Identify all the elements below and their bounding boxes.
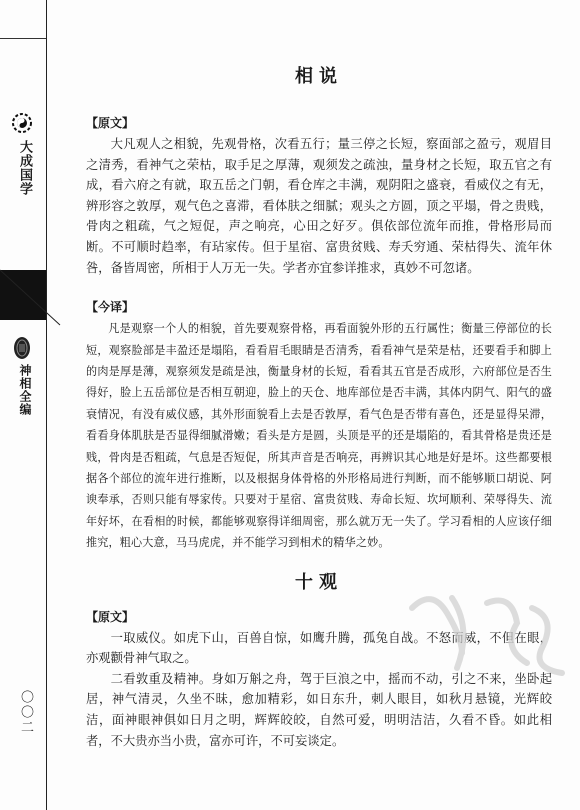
seal-emblem-icon [12, 335, 32, 361]
section-title-xiangshuo: 相说 [295, 66, 343, 87]
translation-paragraph: 凡是观察一个人的相貌，首先要观察骨格，再看面貌外形的五行属性；衡量三停部位的长短，观察脸部是丰盈还是塌陷，看看眉毛眼睛是否清秀，看看神气是荣是枯，还要看手和脚上的肉是厚是薄，观察须发是疏是浊，衡量身材的长短，看看其五官是否成形，六府部位是否生得好，脸上五岳部位是否相互朝迎，脸上的天仓、地库部位是否丰满，其体内阴气、阳气的盛衰情况，有没有威仪感，其外形面貌看上去是否敦厚，看气色是否带有喜色，还是显得呆滞，看看身体肌肤是否显得细腻滑嫩；看头是方是圆，头顶是平的还是塌陷的，看其骨格是贵还是贱，骨肉是否粗疏，气息是否短促，所其声音是否响亮，再辨识其心地是好是坏。这些都要根据各个部位的流年进行推断，以及根据身体骨格的外形格局进行判断，而不能够顺口胡说、阿谀奉承，否则只能有辱家传。只要对于星宿、富贵贫贱、寿命长短、坎坷顺利、荣辱得失、流年好坏，在看相的时候，都能够观察得详细周密，那么就万无一失了。学习看相的人应该仔细推究，粗心大意，马马虎虎，并不能学习到相术的精华之妙。 [86, 322, 552, 550]
page-number: 〇〇二 [18, 690, 33, 735]
sidebar-top-rule [0, 38, 46, 39]
translation-label: 【今译】 [86, 300, 135, 315]
original-text-label: 【原文】 [86, 116, 135, 130]
section-shiguan [86, 568, 552, 752]
original-paragraph-1: 一取威仪。如虎下山，百兽自惊，如鹰升腾，孤兔自战。不怒而威，不但在眼，亦观颧骨神气取之。 [86, 630, 552, 666]
book-title: 神相全编 [18, 364, 32, 416]
main-content [86, 62, 552, 751]
original-text-label-2: 【原文】 [86, 609, 135, 624]
sidebar-black-band [0, 270, 46, 320]
original-paragraph-2: 二看敦重及精神。身如万斛之舟，驾于巨浪之中，摇而不动，引之不来，坐卧起居，神气清灵，久坐不昧，愈加精彩，如日东升，刺人眼目，如秋月悬镜，光辉皎洁，面神眼神俱如日月之明，辉辉皎皎，自然可爱，明明洁洁，久看不昏。如此相者，不大贵亦当小贵，富亦可许，不可妄谈定。 [86, 671, 552, 748]
original-text-paragraph: 大凡观人之相貌，先观骨格，次看五行；量三停之长短，察面部之盈亏，观眉目之清秀，看神气之荣枯，取手足之厚薄，观须发之疏浊，量身材之长短，取五官之有成，看六府之有就，取五岳之门朝，看仓库之丰满，观阴阳之盛衰，看威仪之有无，辨形容之敦厚，观气色之喜滞，看体肤之细腻；观头之方圆，顶之平塌，骨之贵贱，骨肉之粗疏，气之短促，声之响亮，心田之好歹。俱依部位流年而推，骨格形局而断。不可顺时趋率，有玷家传。但于星宿、富贵贫贱、寿夭穷通、荣枯得失、流年休咎，备皆周密，所相于人万无一失。学者亦宜参详推求，真妙不可忽诸。 [86, 137, 552, 275]
yin-yang-logo-icon [11, 112, 33, 134]
section-title-shiguan: 十观 [295, 571, 343, 593]
sidebar [0, 0, 47, 810]
series-title: 大成国学 [17, 140, 32, 196]
